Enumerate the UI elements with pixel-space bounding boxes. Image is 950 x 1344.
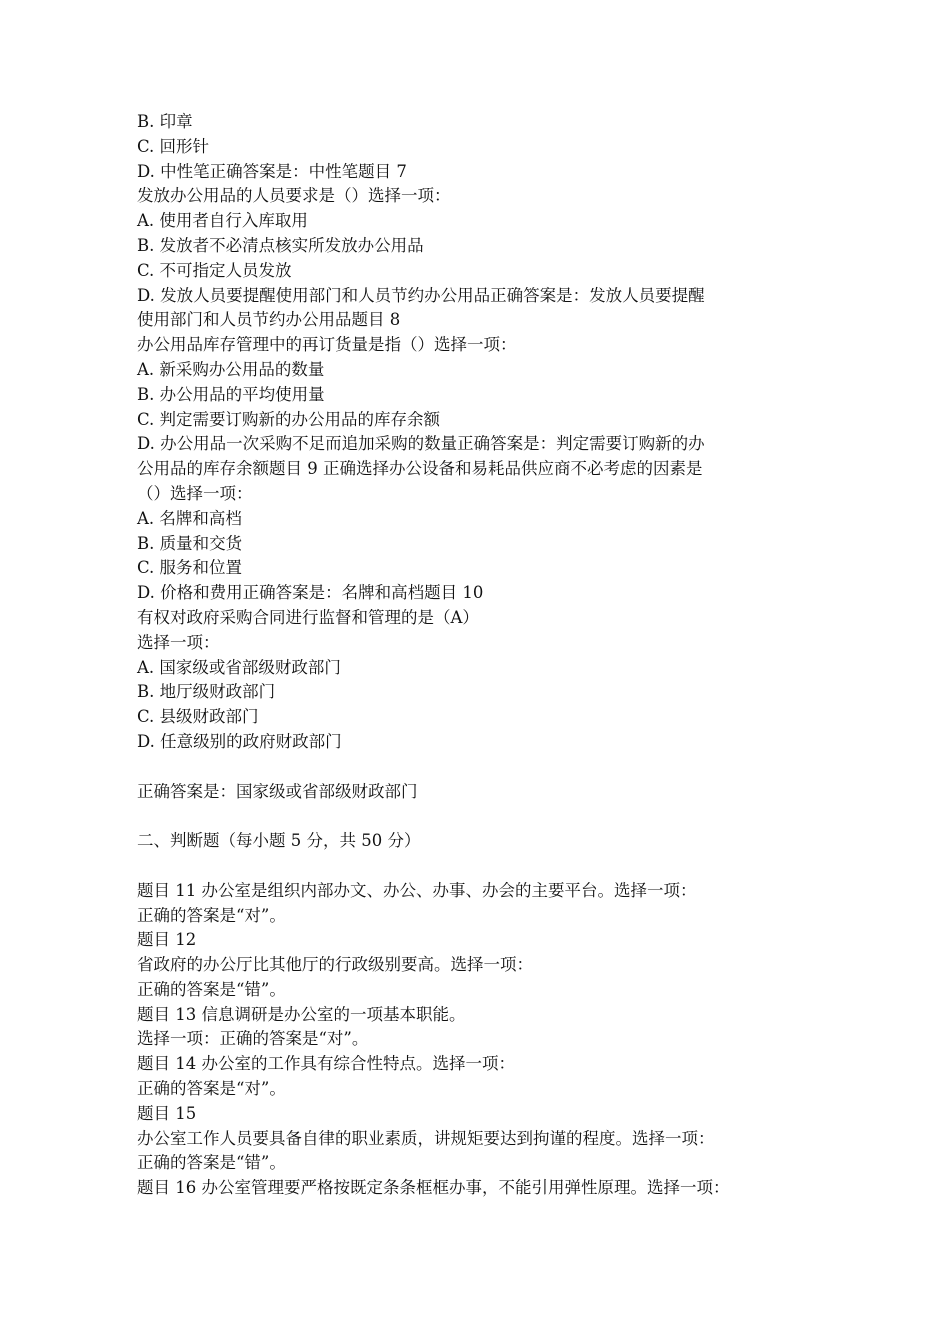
text-line: A. 新采购办公用品的数量 [137, 359, 325, 379]
text-line: 正确的答案是“对”。 [137, 1079, 286, 1099]
text-line: B. 地厅级财政部门 [137, 682, 276, 702]
text-line: A. 国家级或省部级财政部门 [137, 657, 341, 677]
text-line: C. 判定需要订购新的办公用品的库存余额 [137, 409, 441, 429]
text-line: C. 不可指定人员发放 [137, 260, 292, 280]
text-line: D. 任意级别的政府财政部门 [137, 731, 342, 751]
text-line: 题目 13 信息调研是办公室的一项基本职能。 [137, 1004, 466, 1024]
text-line: 发放办公用品的人员要求是（）选择一项： [137, 186, 451, 206]
text-line: 正确的答案是“错”。 [137, 979, 286, 999]
text-line: 公用品的库存余额题目 9 正确选择办公设备和易耗品供应商不必考虑的因素是 [137, 459, 703, 479]
text-line: 题目 16 办公室管理要严格按既定条条框框办事，不能引用弹性原理。选择一项： [137, 1178, 730, 1198]
text-line: 选择一项：正确的答案是“对”。 [137, 1029, 369, 1049]
text-line: B. 办公用品的平均使用量 [137, 384, 325, 404]
text-line: D. 办公用品一次采购不足而追加采购的数量正确答案是：判定需要订购新的办 [137, 434, 705, 454]
text-line: 使用部门和人员节约办公用品题目 8 [137, 310, 401, 330]
blank-line [137, 854, 827, 879]
text-line: A. 使用者自行入库取用 [137, 211, 308, 231]
text-line: 办公用品库存管理中的再订货量是指（）选择一项： [137, 335, 517, 355]
document-body [137, 110, 827, 1201]
text-line: C. 回形针 [137, 136, 210, 156]
text-line: C. 服务和位置 [137, 558, 243, 578]
text-line: 正确的答案是“对”。 [137, 905, 286, 925]
text-line: A. 名牌和高档 [137, 508, 242, 528]
text-line: 题目 11 办公室是组织内部办文、办公、办事、办会的主要平台。选择一项： [137, 880, 697, 900]
text-line: （）选择一项： [137, 483, 253, 503]
text-line: 题目 12 [137, 930, 197, 950]
text-line: 选择一项： [137, 632, 220, 652]
text-line: B. 质量和交货 [137, 533, 243, 553]
blank-line [137, 804, 827, 829]
answer-line: 正确答案是：国家级或省部级财政部门 [137, 781, 418, 801]
text-line: 有权对政府采购合同进行监督和管理的是（A） [137, 607, 479, 627]
text-line: B. 印章 [137, 112, 193, 131]
text-line: 题目 15 [137, 1103, 197, 1123]
section-heading: 二、判断题（每小题 5 分，共 50 分） [137, 831, 421, 851]
blank-line [137, 755, 827, 780]
text-line: B. 发放者不必清点核实所发放办公用品 [137, 235, 424, 255]
text-line: 办公室工作人员要具备自律的职业素质，讲规矩要达到拘谨的程度。选择一项： [137, 1128, 715, 1148]
text-line: C. 县级财政部门 [137, 707, 259, 727]
text-line: 省政府的办公厅比其他厅的行政级别要高。选择一项： [137, 955, 533, 975]
text-line: 正确的答案是“错”。 [137, 1153, 286, 1173]
text-line: D. 价格和费用正确答案是：名牌和高档题目 10 [137, 583, 484, 603]
text-line: D. 中性笔正确答案是：中性笔题目 7 [137, 161, 407, 181]
text-line: 题目 14 办公室的工作具有综合性特点。选择一项： [137, 1054, 515, 1074]
text-line: D. 发放人员要提醒使用部门和人员节约办公用品正确答案是：发放人员要提醒 [137, 285, 705, 305]
